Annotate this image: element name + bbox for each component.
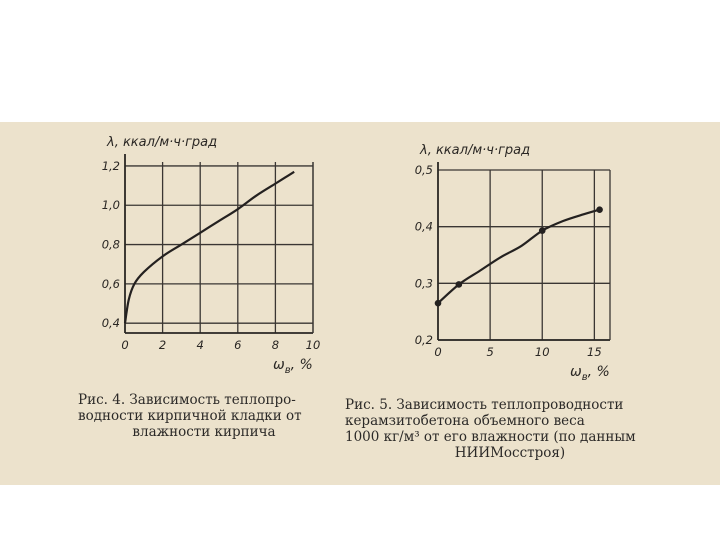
chart4-x-tick-label: 4 <box>196 338 204 352</box>
chart5-x-axis-title: $\omega_в$, % <box>570 364 610 383</box>
chart4-y-tick-label: 0,6 <box>101 276 120 291</box>
chart5-data-point <box>456 281 463 288</box>
figure-5-caption-line: НИИМосстроя) <box>454 445 566 461</box>
chart4-y-tick-label: 1,0 <box>101 198 120 213</box>
chart5-x-tick-label: 5 <box>486 345 494 359</box>
chart5-x-tick-label: 15 <box>587 345 602 359</box>
chart4-y-tick-label: 0,8 <box>101 237 120 252</box>
figure-4-caption-line: Рис. 4. Зависимость теплопро- <box>78 392 296 408</box>
chart4-x-tick-label: 2 <box>158 338 167 352</box>
figure-4-caption-line: водности кирпичной кладки от <box>78 408 302 424</box>
chart4-series-line <box>125 172 294 323</box>
chart4-x-axis-title: $\omega_в$, % <box>273 357 313 376</box>
figure-5-caption-line: 1000 кг/м³ от его влажности (по данным <box>345 429 636 445</box>
chart4-x-tick-label: 6 <box>234 338 242 352</box>
figure-5-caption-line: керамзитобетона объемного веса <box>345 413 585 429</box>
chart5-y-tick-label: 0,5 <box>414 163 433 177</box>
chart4-x-tick-label: 8 <box>271 338 280 352</box>
chart5-y-tick-label: 0,2 <box>414 333 433 347</box>
chart4-y-tick-label: 0,4 <box>101 316 120 331</box>
chart5-data-point <box>539 227 546 234</box>
chart4-y-tick-label: 1,2 <box>101 158 120 173</box>
chart4-y-axis-title: λ, ккал/м·ч·град <box>107 135 218 150</box>
chart5-x-tick-label: 0 <box>434 345 442 359</box>
figure-4-caption-line: влажности кирпича <box>132 424 276 440</box>
chart5-y-tick-label: 0,3 <box>414 276 433 291</box>
figure-4-caption <box>78 392 330 440</box>
chart4-x-tick-label: 10 <box>305 338 321 352</box>
figure-5-caption-line: Рис. 5. Зависимость теплопроводности <box>345 397 624 413</box>
chart5-data-point <box>435 300 442 307</box>
chart5-series-line <box>438 210 600 303</box>
chart5-y-tick-label: 0,4 <box>414 219 433 234</box>
chart5-data-point <box>596 206 603 213</box>
chart4-x-tick-label: 0 <box>121 338 129 352</box>
chart5-y-axis-title: λ, ккал/м·ч·град <box>420 143 531 158</box>
chart5-x-tick-label: 10 <box>534 345 550 359</box>
figure-5-caption <box>345 397 675 461</box>
